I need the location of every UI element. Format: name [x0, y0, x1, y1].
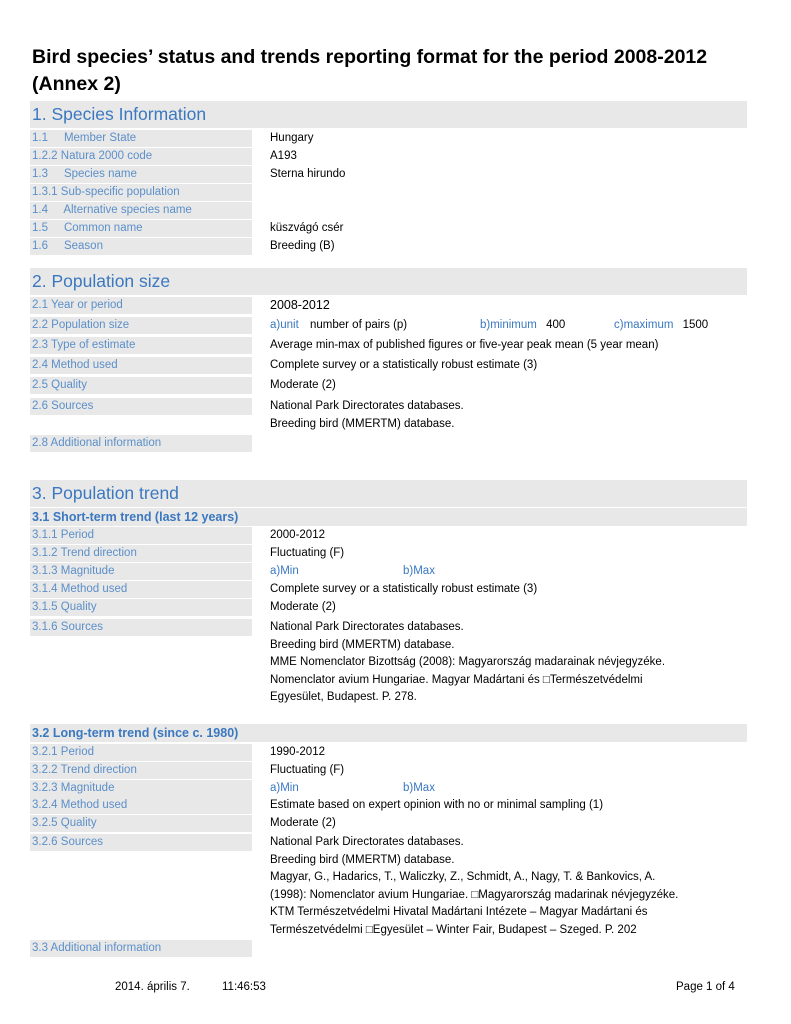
source-line: Breeding bird (MMERTM) database.: [270, 638, 455, 651]
label-short-method: 3.1.4 Method used: [30, 581, 252, 598]
species-info-value: Breeding (B): [270, 240, 335, 252]
report-title: [32, 44, 762, 98]
short-min-key: a)Min: [270, 565, 299, 577]
subsection-long-term-trend: [30, 724, 747, 742]
source-line: (1998): Nomenclator avium Hungariae. □Magyarország madarinak névjegyzéke.: [270, 888, 679, 901]
minimum-value: 400: [546, 319, 566, 331]
value-maximum: [614, 317, 708, 334]
source-line: National Park Directorates databases.: [270, 621, 464, 633]
label-long-method: 3.2.4 Method used: [30, 797, 252, 814]
label-additional-information: 2.8 Additional information: [30, 435, 252, 452]
label-type-of-estimate: 2.3 Type of estimate: [30, 337, 252, 354]
source-line: Egyesület, Budapest. P. 278.: [270, 691, 417, 703]
subsection-heading: 3.1 Short-term trend (last 12 years): [32, 510, 239, 524]
value-minimum: [480, 317, 565, 334]
label-long-direction: 3.2.2 Trend direction: [30, 762, 252, 779]
label-short-quality: 3.1.5 Quality: [30, 599, 252, 616]
value-long-quality: Moderate (2): [270, 817, 336, 829]
label-short-direction: 3.1.2 Trend direction: [30, 545, 252, 562]
label-long-period: 3.2.1 Period: [30, 744, 252, 761]
section-heading: 1. Species Information: [32, 104, 207, 124]
label-population-size: 2.2 Population size: [30, 317, 252, 334]
source-line: National Park Directorates databases.: [270, 836, 464, 848]
species-info-label: 1.3.1 Sub-specific population: [30, 184, 252, 201]
title-line-1: Bird species’ status and trends reporting format for the period 2008-2012: [32, 46, 708, 68]
section-heading: 3. Population trend: [32, 483, 179, 503]
species-info-label: 1.4 Alternative species name: [30, 202, 252, 219]
label-additional-information-3: 3.3 Additional information: [30, 940, 252, 957]
footer-date: 2014. április 7.: [115, 981, 190, 993]
source-line: Breeding bird (MMERTM) database.: [270, 417, 455, 430]
source-line: National Park Directorates databases.: [270, 400, 464, 412]
value-type-of-estimate: Average min-max of published figures or five-year peak mean (5 year mean): [270, 339, 659, 351]
title-line-2: (Annex 2): [32, 73, 121, 95]
source-line: Breeding bird (MMERTM) database.: [270, 853, 455, 866]
value-long-period: 1990-2012: [270, 746, 325, 758]
minimum-key: b)minimum: [480, 319, 537, 331]
unit-key: a)unit: [270, 319, 299, 331]
value-short-period: 2000-2012: [270, 529, 325, 541]
label-long-sources: 3.2.6 Sources: [30, 834, 252, 851]
maximum-value: 1500: [682, 319, 709, 331]
source-line: Nomenclator avium Hungariae. Magyar Madártani és □Természetvédelmi: [270, 673, 643, 686]
species-info-label: 1.2.2 Natura 2000 code: [30, 148, 252, 165]
label-quality: 2.5 Quality: [30, 377, 252, 394]
label-year-or-period: 2.1 Year or period: [30, 297, 252, 314]
short-max-key: b)Max: [403, 565, 435, 577]
value-sources: [270, 398, 464, 433]
value-short-quality: Moderate (2): [270, 601, 336, 613]
subsection-short-term-trend: [30, 508, 747, 526]
maximum-key: c)maximum: [614, 319, 674, 331]
section-population-trend: [30, 480, 747, 507]
section-population-size: [30, 268, 747, 295]
label-short-sources: 3.1.6 Sources: [30, 619, 252, 636]
source-line: Magyar, G., Hadarics, T., Waliczky, Z., Schmidt, A., Nagy, T. & Bankovics, A.: [270, 871, 656, 883]
long-min-key: a)Min: [270, 782, 299, 794]
value-short-direction: Fluctuating (F): [270, 547, 345, 559]
species-info-label: 1.6 Season: [30, 238, 252, 255]
footer-page-number: Page 1 of 4: [676, 981, 735, 993]
section-heading: 2. Population size: [32, 271, 171, 291]
footer-time: 11:46:53: [222, 981, 266, 993]
value-long-method: Estimate based on expert opinion with no or minimal sampling (1): [270, 799, 604, 811]
value-population-size: [270, 317, 407, 334]
label-sources: 2.6 Sources: [30, 398, 252, 415]
label-long-quality: 3.2.5 Quality: [30, 815, 252, 832]
species-info-value: A193: [270, 150, 297, 162]
value-long-direction: Fluctuating (F): [270, 764, 345, 776]
value-quality: Moderate (2): [270, 379, 336, 391]
label-short-period: 3.1.1 Period: [30, 527, 252, 544]
value-year-or-period: 2008-2012: [270, 298, 330, 312]
label-short-magnitude: 3.1.3 Magnitude: [30, 563, 252, 580]
source-line: KTM Természetvédelmi Hivatal Madártani Intézete – Magyar Madártani és: [270, 906, 648, 918]
section-species-information: [30, 101, 747, 128]
species-info-label: 1.1 Member State: [30, 130, 252, 147]
unit-value: number of pairs (p): [309, 319, 408, 331]
source-line: Természetvédelmi □Egyesület – Winter Fair, Budapest – Szeged. P. 202: [270, 923, 637, 936]
source-line: MME Nomenclator Bizottság (2008): Magyarország madarainak névjegyzéke.: [270, 656, 666, 668]
species-info-value: Sterna hirundo: [270, 168, 346, 180]
species-info-value: Hungary: [270, 132, 314, 144]
value-long-sources: [270, 834, 678, 939]
long-max-key: b)Max: [403, 782, 435, 794]
species-info-label: 1.3 Species name: [30, 166, 252, 183]
value-short-method: Complete survey or a statistically robust estimate (3): [270, 583, 538, 595]
label-method-used: 2.4 Method used: [30, 357, 252, 374]
subsection-heading: 3.2 Long-term trend (since c. 1980): [32, 726, 239, 740]
species-info-value: küszvágó csér: [270, 222, 344, 234]
value-method-used: Complete survey or a statistically robust estimate (3): [270, 359, 538, 371]
species-info-label: 1.5 Common name: [30, 220, 252, 237]
label-long-magnitude: 3.2.3 Magnitude: [30, 780, 252, 797]
value-short-sources: [270, 619, 665, 707]
